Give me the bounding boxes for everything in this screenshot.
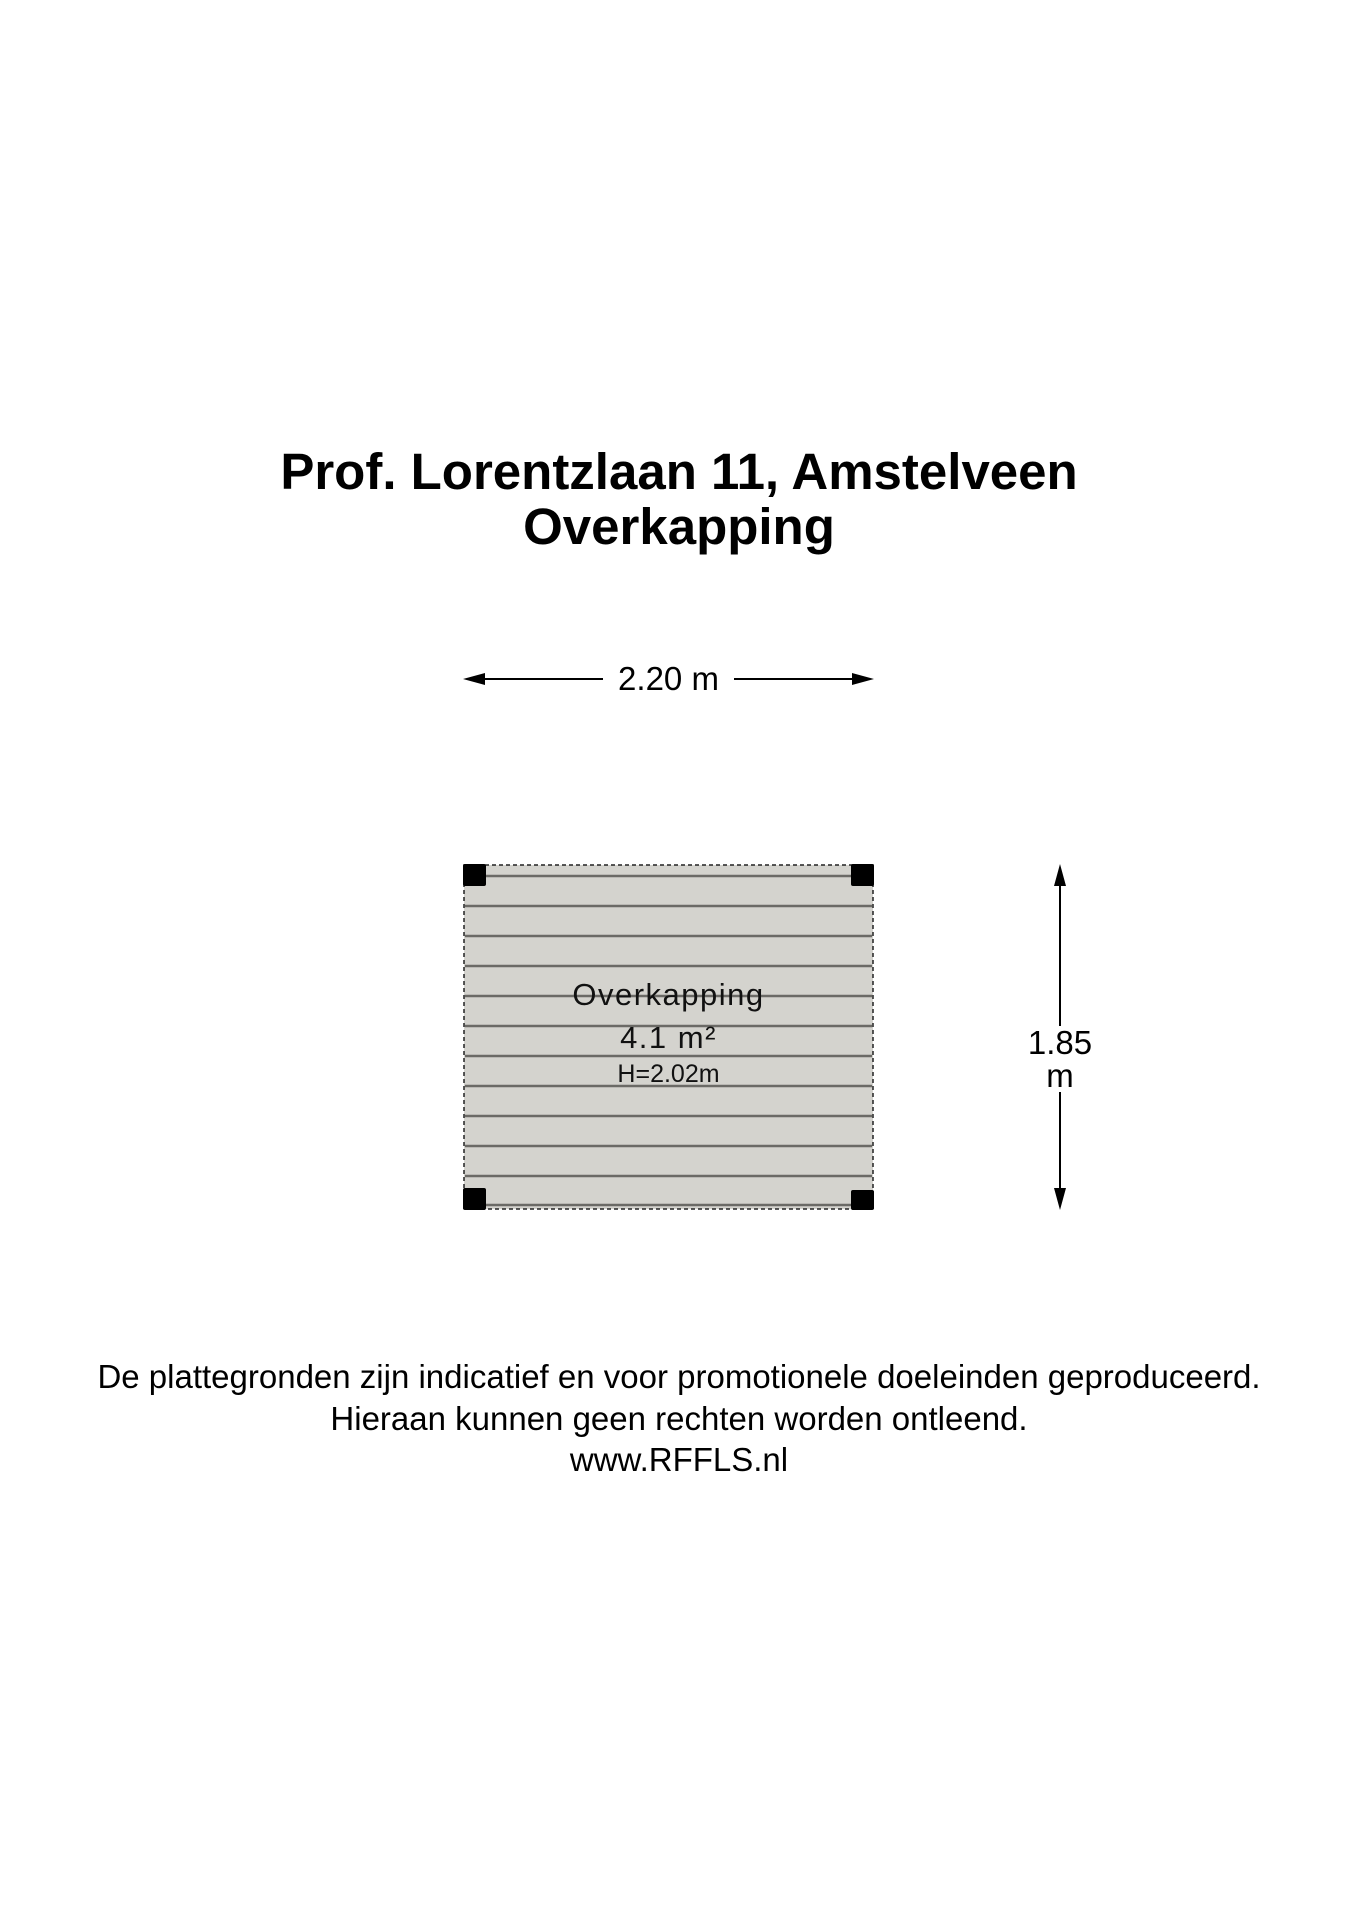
floor-plan-room — [463, 864, 874, 1210]
height-dimension-label: 1.85 m — [1010, 1026, 1110, 1092]
width-dimension — [463, 660, 874, 697]
post-bottom-left-icon — [463, 1188, 486, 1210]
room-area: 4.1 m² — [620, 1020, 717, 1055]
room-name: Overkapping — [572, 977, 765, 1012]
disclaimer-line-1: De plattegronden zijn indicatief en voor promotionele doeleinden geproduceerd. — [97, 1358, 1261, 1395]
website-link[interactable]: www.RFFLS.nl — [569, 1441, 789, 1478]
page-title-floor: Overkapping — [523, 498, 835, 555]
width-dimension-label: 2.20 m — [618, 660, 719, 697]
post-top-right-icon — [851, 864, 874, 886]
post-bottom-right-icon — [851, 1190, 874, 1210]
post-top-left-icon — [463, 864, 486, 886]
room-ceiling-height: H=2.02m — [617, 1060, 720, 1088]
disclaimer-line-2: Hieraan kunnen geen rechten worden ontleend. — [330, 1400, 1028, 1437]
page-title-address: Prof. Lorentzlaan 11, Amstelveen — [280, 443, 1078, 500]
